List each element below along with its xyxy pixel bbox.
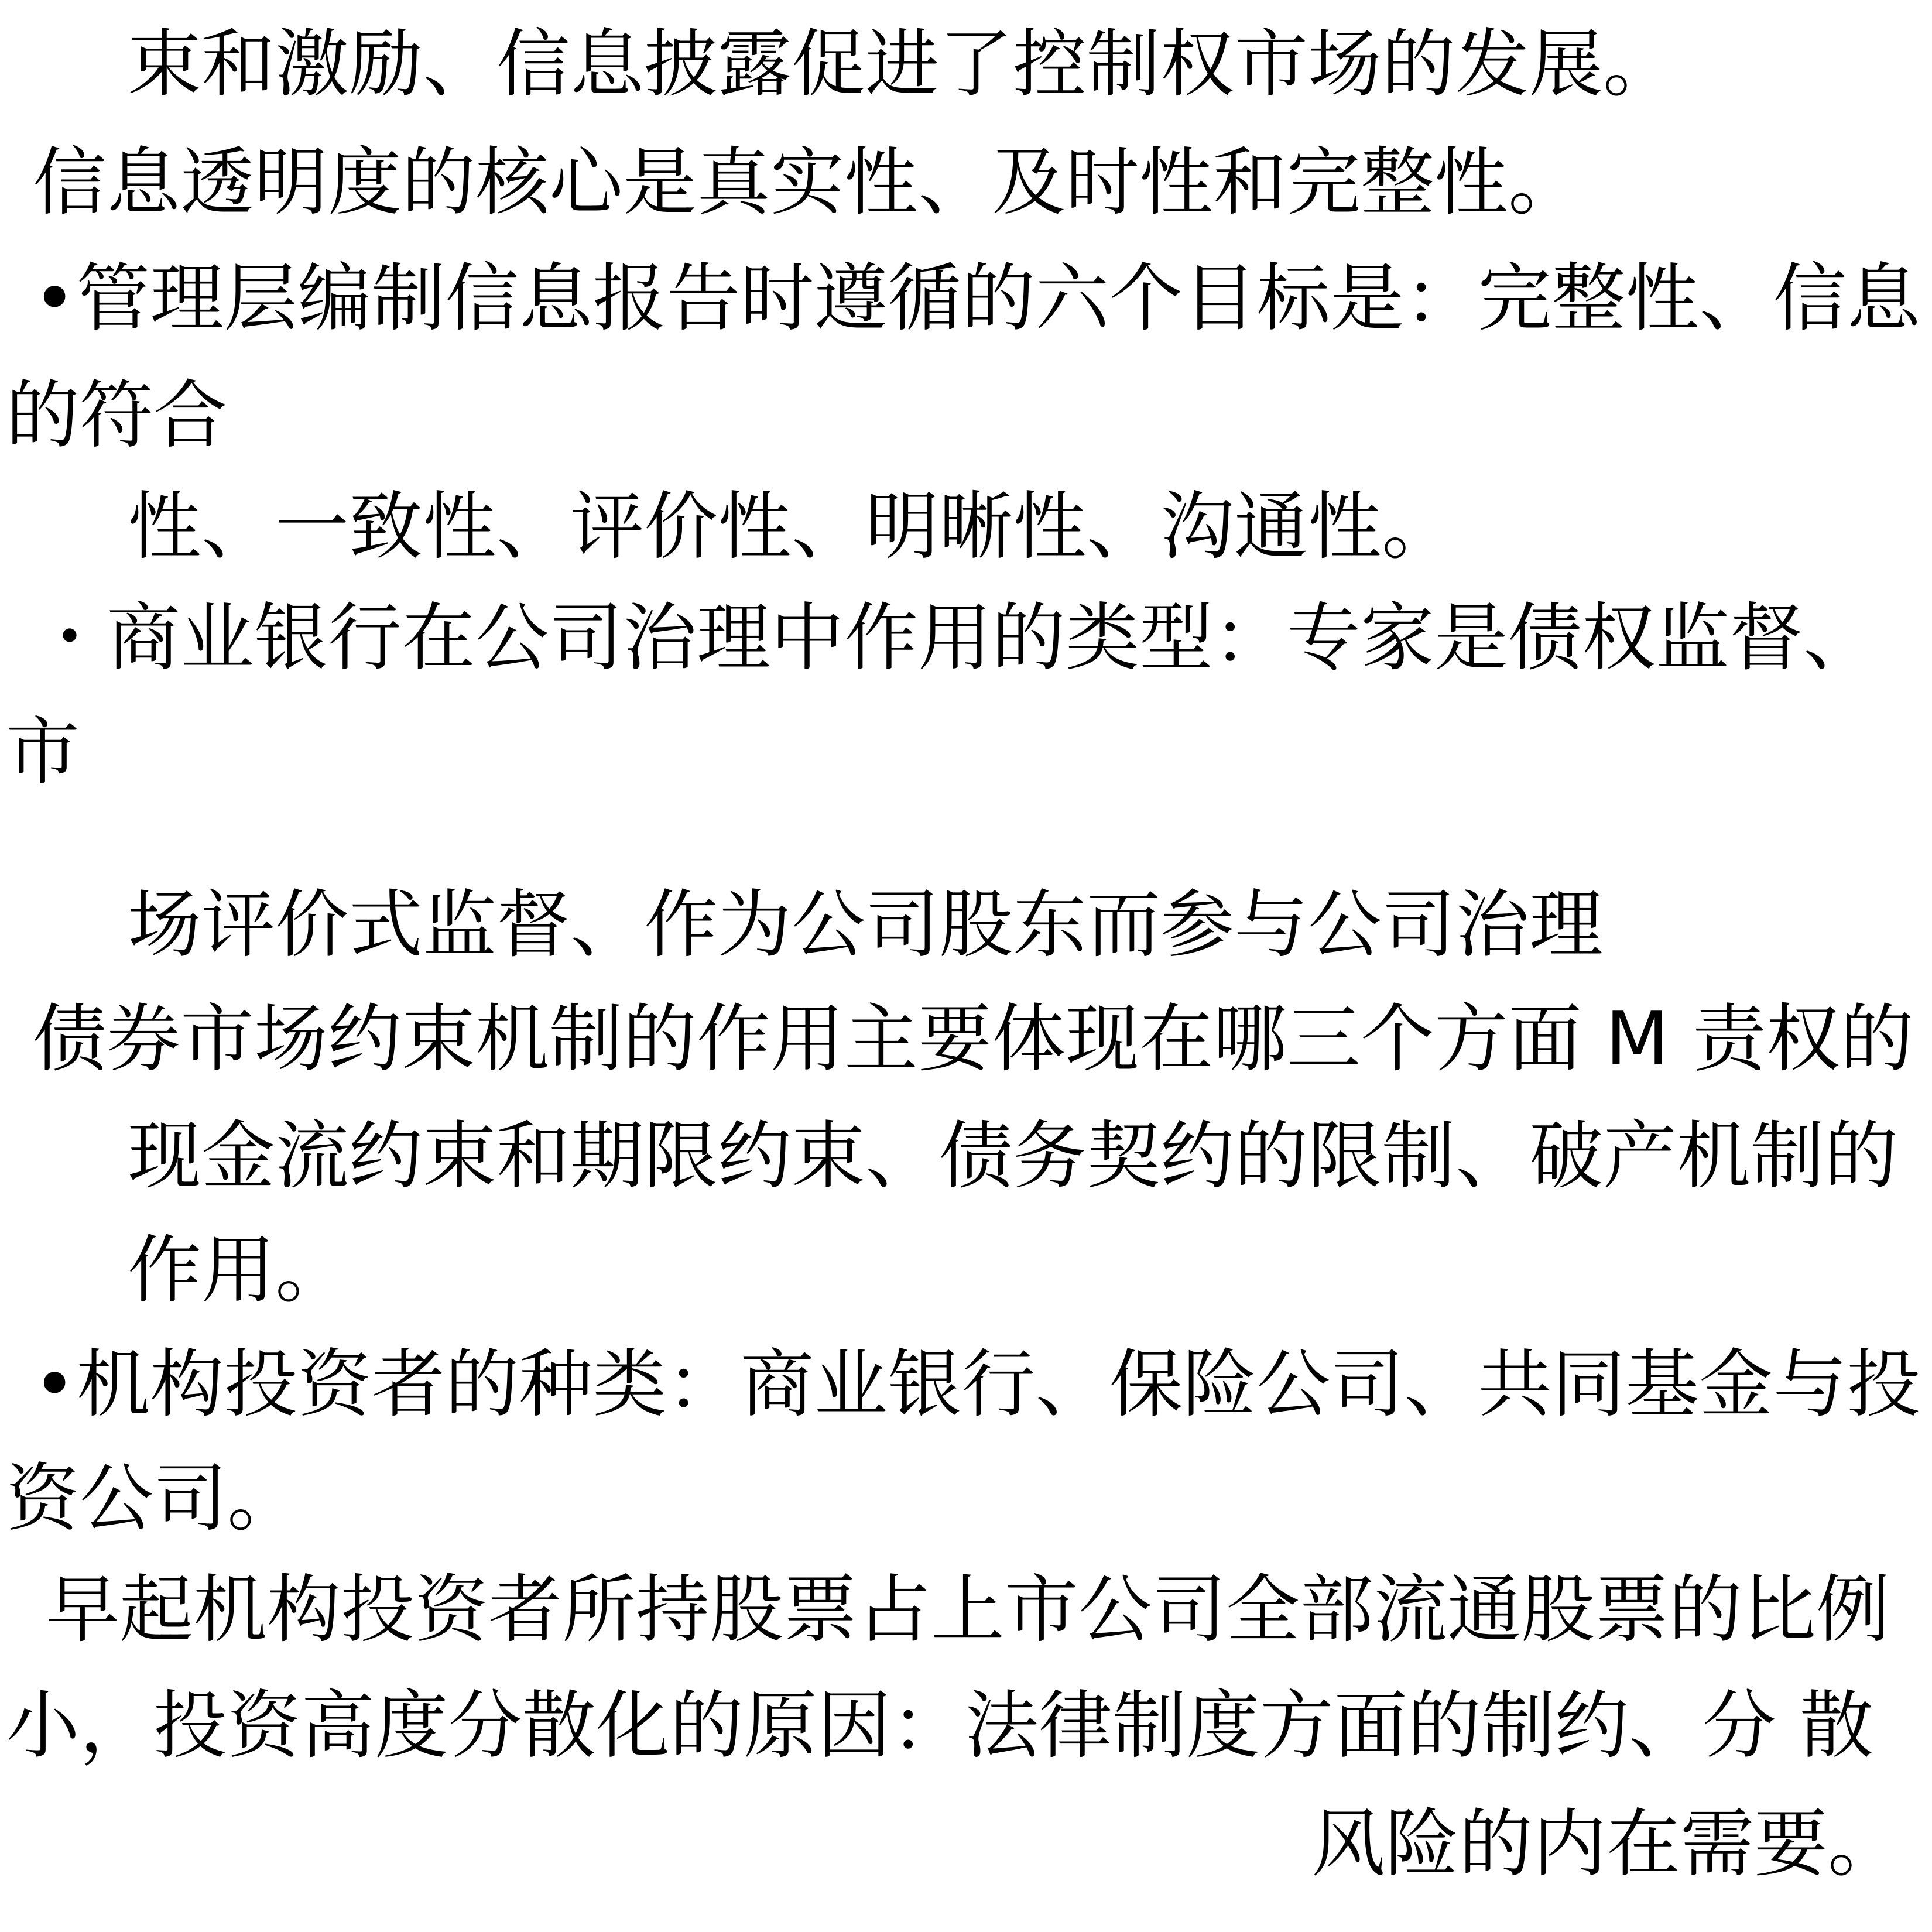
text-line: ・商业银行在公司治理中作用的类型：专家是债权监督、 [33,595,1877,681]
text-line: 性、一致性、评价性、明晰性、沟通性。 [128,484,1455,570]
text-line: 场评价式监督、作为公司股东而参与公司治理 [128,882,1603,968]
text-line: 束和激励、信息披露促进了控制权市场的发展。 [128,21,1677,107]
text-line: 早起机构投资者所持股票占上市公司全部流通股票的比例 [46,1567,1890,1653]
text-line: 小，投资高度分散化的原因：法律制度方面的制约、分 散 [6,1683,1874,1769]
text-line: •管理层编制信息报告时遵循的六个目标是：完整性、信息 [33,255,1921,341]
text-line: 信息透明度的核心是真实性、及时性和完整性。 [33,139,1582,225]
text-line: 现金流约束和期限约束、债务契约的限制、破产机制的 [128,1113,1898,1199]
text-line: •机构投资者的种类：商业银行、保险公司、共同基金与投 [33,1341,1921,1427]
text-line: 资公司。 [6,1455,301,1542]
text-line: 市 [6,709,80,795]
text-line: 风险的内在需要。 [1311,1801,1902,1887]
text-line: 作用。 [128,1227,349,1313]
text-line: 的符合 [6,372,227,458]
text-line: 债券市场约束机制的作用主要体现在哪三个方面 M 责权的 [33,996,1914,1082]
